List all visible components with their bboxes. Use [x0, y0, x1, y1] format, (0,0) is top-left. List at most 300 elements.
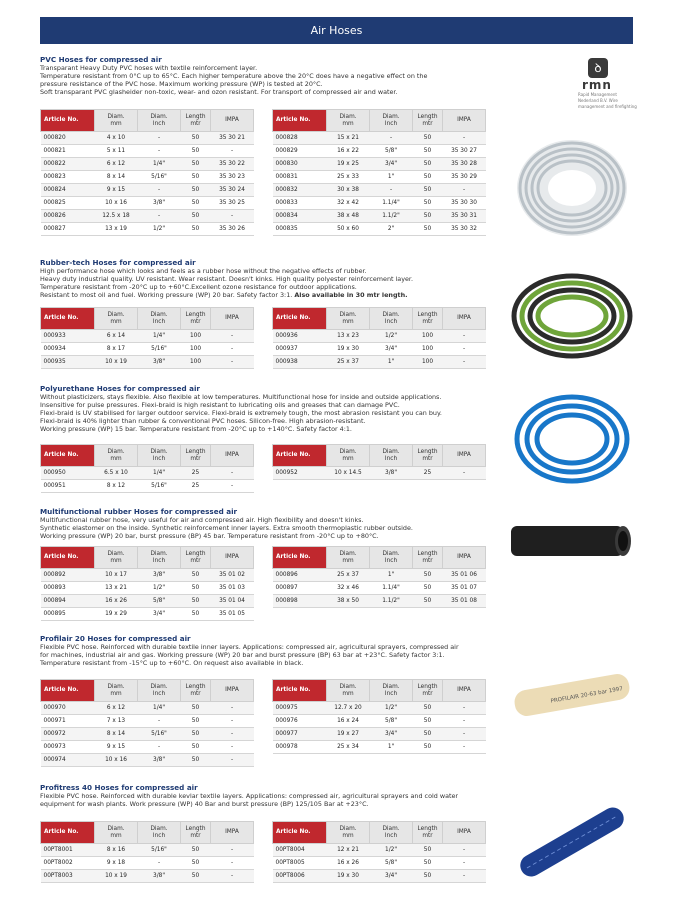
cell-length: 50	[181, 608, 211, 621]
table-row	[273, 145, 486, 158]
table-header-row	[41, 110, 254, 132]
column-header-article: Article No.	[273, 822, 327, 844]
cell-article: 000978	[273, 741, 327, 754]
cell-length: 50	[413, 870, 443, 883]
cell-diam-inch: 1.1/2"	[370, 595, 413, 608]
section-title: Polyurethane Hoses for compressed air	[40, 384, 200, 393]
section-title: PVC Hoses for compressed air	[40, 55, 162, 64]
table-row	[41, 467, 254, 480]
cell-length: 50	[181, 582, 211, 595]
cell-diam-mm: 13 x 23	[327, 330, 370, 343]
cell-article: 000833	[273, 197, 327, 210]
cell-article: 000970	[41, 702, 95, 715]
table-row	[273, 728, 486, 741]
cell-diam-mm: 10 x 16	[95, 754, 138, 767]
cell-diam-inch: 1/4"	[138, 158, 181, 171]
cell-impa: 35 30 21	[211, 132, 254, 145]
cell-impa: 35 30 29	[443, 171, 486, 184]
cell-article: 000897	[273, 582, 327, 595]
cell-diam-inch: -	[138, 715, 181, 728]
cell-impa: 35 01 02	[211, 569, 254, 582]
table-row	[41, 715, 254, 728]
pvc-hose-coil-image	[512, 132, 632, 244]
cell-diam-inch: -	[138, 145, 181, 158]
cell-impa: -	[443, 870, 486, 883]
cell-length: 100	[181, 330, 211, 343]
column-header-diam-inch: Diam. Inch	[370, 445, 413, 467]
column-header-length: Length mtr	[413, 308, 443, 330]
cell-impa: -	[443, 343, 486, 356]
table-header-row	[41, 822, 254, 844]
cell-article: 000892	[41, 569, 95, 582]
cell-length: 100	[413, 356, 443, 369]
cell-length: 50	[413, 857, 443, 870]
table-row	[273, 223, 486, 236]
cell-diam-inch: 1/2"	[138, 582, 181, 595]
cell-length: 100	[413, 330, 443, 343]
cell-length: 25	[181, 467, 211, 480]
cell-diam-inch: 1"	[370, 356, 413, 369]
cell-diam-mm: 19 x 29	[95, 608, 138, 621]
cell-article: 000977	[273, 728, 327, 741]
cell-diam-inch: 1.1/2"	[370, 210, 413, 223]
cell-length: 50	[181, 870, 211, 883]
cell-diam-mm: 6 x 14	[95, 330, 138, 343]
cell-diam-mm: 16 x 26	[327, 857, 370, 870]
cell-article: 000830	[273, 158, 327, 171]
table-row	[41, 158, 254, 171]
logo-mark-icon: ꝺ	[588, 58, 608, 78]
cell-length: 50	[413, 702, 443, 715]
cell-length: 50	[181, 728, 211, 741]
cell-diam-inch: 5/8"	[370, 715, 413, 728]
cell-article: 000975	[273, 702, 327, 715]
cell-diam-mm: 10 x 19	[95, 870, 138, 883]
cell-length: 50	[413, 171, 443, 184]
cell-length: 50	[181, 158, 211, 171]
cell-diam-mm: 5 x 11	[95, 145, 138, 158]
section-note: Also available in 30 mtr length.	[294, 291, 408, 299]
section-description: High performance hose which looks and feels as a rubber hose without the negative effects of rubber. Heavy duty industrial quality. UV resistant. Wear resistant. Doesn't kinks. High quality polyester reinforcement layer. Temperature resistant from -20°C up to +60°C.Excellent ozone resistance for outdoor applications. Resistant to most oil and fuel. Working pressure (WP) 20 bar. Safety factor 3:1. Also available in 30 mtr length.	[40, 267, 414, 299]
column-header-article: Article No.	[273, 308, 327, 330]
table-row	[41, 132, 254, 145]
polyurethane-hose-coil-image	[512, 392, 632, 487]
cell-article: 000938	[273, 356, 327, 369]
cell-diam-inch: -	[138, 132, 181, 145]
column-header-article: Article No.	[41, 547, 95, 569]
cell-diam-inch: 3/8"	[138, 754, 181, 767]
cell-length: 50	[181, 844, 211, 857]
column-header-length: Length mtr	[181, 547, 211, 569]
cell-impa: -	[443, 844, 486, 857]
cell-diam-inch: 3/8"	[138, 197, 181, 210]
section-title: Multifunctional rubber Hoses for compressed air	[40, 507, 238, 516]
cell-article: 00PT8005	[273, 857, 327, 870]
cell-diam-inch: 3/4"	[370, 870, 413, 883]
cell-article: 000971	[41, 715, 95, 728]
cell-impa: -	[211, 330, 254, 343]
cell-diam-mm: 19 x 27	[327, 728, 370, 741]
cell-length: 50	[181, 741, 211, 754]
cell-diam-inch: 1/2"	[370, 844, 413, 857]
column-header-diam-mm: Diam. mm	[327, 680, 370, 702]
cell-diam-inch: 3/4"	[370, 343, 413, 356]
cell-article: 000951	[41, 480, 95, 493]
cell-impa: -	[443, 132, 486, 145]
section-rubber-tech	[40, 258, 510, 299]
table-row	[41, 210, 254, 223]
table-row	[41, 145, 254, 158]
cell-article: 000832	[273, 184, 327, 197]
cell-article: 000820	[41, 132, 95, 145]
cell-impa: 35 30 30	[443, 197, 486, 210]
table-header-row	[41, 308, 254, 330]
spec-table-left	[40, 821, 254, 883]
table-header-row	[273, 110, 486, 132]
column-header-diam-mm: Diam. mm	[327, 547, 370, 569]
cell-diam-inch: -	[138, 210, 181, 223]
column-header-length: Length mtr	[413, 822, 443, 844]
cell-diam-mm: 16 x 22	[327, 145, 370, 158]
cell-article: 000898	[273, 595, 327, 608]
cell-diam-inch: 3/8"	[138, 356, 181, 369]
cell-diam-inch: 3/8"	[138, 569, 181, 582]
cell-diam-inch: -	[138, 741, 181, 754]
cell-length: 50	[413, 223, 443, 236]
column-header-length: Length mtr	[413, 445, 443, 467]
table-row	[273, 702, 486, 715]
section-profilair	[40, 634, 510, 667]
cell-length: 50	[413, 582, 443, 595]
cell-impa: -	[211, 356, 254, 369]
logo-subtitle: Rapid Management Nederland B.V. Wire management and firefighting	[578, 92, 637, 109]
spec-table-left	[40, 307, 254, 369]
cell-impa: -	[211, 870, 254, 883]
cell-diam-inch: 3/4"	[370, 158, 413, 171]
column-header-diam-inch: Diam. Inch	[138, 110, 181, 132]
cell-impa: -	[443, 728, 486, 741]
hose-print-text: PROFILAIR 20-63 bar 1997	[550, 686, 624, 705]
cell-diam-mm: 13 x 19	[95, 223, 138, 236]
cell-impa: -	[211, 728, 254, 741]
column-header-diam-mm: Diam. mm	[95, 308, 138, 330]
cell-article: 000834	[273, 210, 327, 223]
cell-length: 50	[181, 595, 211, 608]
section-description: Multifunctional rubber hose, very useful for air and compressed air. High flexibility and doesn't kinks. Synthetic elastomer on the inside. Synthetic reinforcement inner layers. Extra smooth thermoplastic rubber outside. Working pressure (WP) 20 bar, burst pressure (BP) 45 bar. Temperature resistant from -20°C up to +80°C.	[40, 516, 413, 540]
cell-diam-mm: 9 x 18	[95, 857, 138, 870]
cell-length: 50	[181, 754, 211, 767]
company-logo	[578, 58, 638, 108]
table-header-row	[273, 445, 486, 467]
column-header-diam-inch: Diam. Inch	[370, 680, 413, 702]
cell-impa: 35 30 32	[443, 223, 486, 236]
cell-diam-inch: 1.1/4"	[370, 582, 413, 595]
cell-diam-inch: 1"	[370, 171, 413, 184]
cell-article: 000936	[273, 330, 327, 343]
multifunctional-hose-image	[505, 518, 633, 564]
table-row	[273, 844, 486, 857]
cell-diam-mm: 8 x 17	[95, 343, 138, 356]
cell-diam-inch: 5/16"	[138, 480, 181, 493]
table-row	[273, 467, 486, 480]
cell-length: 50	[181, 569, 211, 582]
cell-length: 50	[413, 741, 443, 754]
cell-diam-mm: 8 x 12	[95, 480, 138, 493]
table-header-row	[41, 445, 254, 467]
table-row	[41, 480, 254, 493]
cell-length: 100	[181, 356, 211, 369]
cell-length: 100	[181, 343, 211, 356]
cell-diam-inch: 1.1/4"	[370, 197, 413, 210]
cell-diam-inch: -	[138, 857, 181, 870]
column-header-diam-mm: Diam. mm	[95, 680, 138, 702]
cell-diam-mm: 25 x 33	[327, 171, 370, 184]
table-header-row	[273, 822, 486, 844]
column-header-article: Article No.	[41, 680, 95, 702]
cell-diam-mm: 30 x 38	[327, 184, 370, 197]
cell-diam-mm: 50 x 60	[327, 223, 370, 236]
cell-article: 000829	[273, 145, 327, 158]
table-header-row	[273, 680, 486, 702]
cell-length: 100	[413, 343, 443, 356]
cell-impa: -	[211, 480, 254, 493]
cell-article: 000973	[41, 741, 95, 754]
cell-diam-mm: 25 x 37	[327, 356, 370, 369]
column-header-length: Length mtr	[413, 110, 443, 132]
column-header-diam-mm: Diam. mm	[327, 308, 370, 330]
column-header-impa: IMPA	[211, 110, 254, 132]
table-row	[41, 870, 254, 883]
column-header-diam-inch: Diam. Inch	[138, 445, 181, 467]
table-row	[41, 197, 254, 210]
cell-article: 000828	[273, 132, 327, 145]
cell-impa: 35 01 05	[211, 608, 254, 621]
section-description: Transparant Heavy Duty PVC hoses with textile reinforcement layer. Temperature resistant from 0°C up to 65°C. Each higher temperature above the 20°C does have a negative effect on the pressure resistance of the PVC hose. Maximum working pressure (WP) is tested at 20°C. Soft transparant PVC glasheider non-toxic, wear- and ozon resistant. For transport of compressed air and water.	[40, 64, 428, 96]
cell-article: 000822	[41, 158, 95, 171]
section-polyurethane	[40, 384, 510, 433]
cell-diam-mm: 32 x 46	[327, 582, 370, 595]
cell-impa: -	[211, 715, 254, 728]
cell-impa: 35 30 31	[443, 210, 486, 223]
cell-article: 000974	[41, 754, 95, 767]
spec-table-right	[272, 679, 486, 754]
spec-table-right	[272, 444, 486, 480]
cell-impa: -	[443, 330, 486, 343]
column-header-diam-mm: Diam. mm	[95, 110, 138, 132]
cell-article: 00PT8004	[273, 844, 327, 857]
column-header-length: Length mtr	[413, 680, 443, 702]
cell-article: 000835	[273, 223, 327, 236]
cell-diam-inch: 5/16"	[138, 728, 181, 741]
column-header-diam-inch: Diam. Inch	[370, 822, 413, 844]
cell-article: 00PT8003	[41, 870, 95, 883]
column-header-diam-inch: Diam. Inch	[138, 680, 181, 702]
cell-article: 000894	[41, 595, 95, 608]
page-title: Air Hoses	[40, 17, 633, 44]
table-row	[273, 741, 486, 754]
cell-impa: 35 30 25	[211, 197, 254, 210]
spec-table-left	[40, 444, 254, 493]
table-row	[273, 171, 486, 184]
cell-diam-mm: 8 x 14	[95, 171, 138, 184]
cell-impa: 35 01 04	[211, 595, 254, 608]
section-description: Flexible PVC hose. Reinforced with durable kevlar textile layers. Applications: compressed air, agricultural sprayers and cold water equipment for wash plants. Work pressure (WP) 40 Bar and burst pressure (BP) 125/105 Bar at +23°C.	[40, 792, 459, 808]
cell-diam-mm: 10 x 16	[95, 197, 138, 210]
table-row	[41, 356, 254, 369]
table-row	[273, 210, 486, 223]
table-row	[273, 343, 486, 356]
spec-table-right	[272, 109, 486, 236]
cell-article: 000896	[273, 569, 327, 582]
cell-impa: 35 30 23	[211, 171, 254, 184]
column-header-diam-mm: Diam. mm	[327, 822, 370, 844]
cell-diam-mm: 16 x 26	[95, 595, 138, 608]
cell-diam-mm: 9 x 15	[95, 184, 138, 197]
column-header-diam-mm: Diam. mm	[95, 547, 138, 569]
cell-article: 000950	[41, 467, 95, 480]
cell-impa: -	[443, 857, 486, 870]
spec-table-left	[40, 679, 254, 767]
table-row	[41, 569, 254, 582]
cell-impa: -	[211, 702, 254, 715]
cell-diam-mm: 38 x 48	[327, 210, 370, 223]
column-header-diam-mm: Diam. mm	[95, 445, 138, 467]
cell-diam-inch: 5/16"	[138, 171, 181, 184]
cell-diam-inch: -	[370, 184, 413, 197]
cell-diam-mm: 7 x 13	[95, 715, 138, 728]
cell-impa: -	[443, 356, 486, 369]
cell-impa: -	[211, 467, 254, 480]
cell-impa: -	[443, 715, 486, 728]
table-header-row	[273, 547, 486, 569]
cell-length: 25	[181, 480, 211, 493]
section-pvc	[40, 55, 510, 96]
cell-diam-inch: 5/16"	[138, 844, 181, 857]
cell-diam-mm: 15 x 21	[327, 132, 370, 145]
cell-article: 000934	[41, 343, 95, 356]
cell-diam-mm: 19 x 25	[327, 158, 370, 171]
cell-length: 50	[181, 184, 211, 197]
cell-diam-inch: 1/2"	[138, 223, 181, 236]
section-description: Without plasticizers, stays flexible. Also flexible at low temperatures. Multifunctional hose for inside and outside applications. Insensitive for pulse pressures. Flexi-braid is high resistant to lubricating oils and greases that can damage PVC. Flexi-braid is UV stabilised for larger outdoor service. Flexi-braid is extremely tough, the most abrasion resistant you can buy. Flexi-braid is 40% lighter than rubber & conventional PVC hoses. Silicon-free. High abrasion-resistant. Working pressure (WP) 15 bar. Temperature resistant from -20°C up to +140°C. Safety factor 4:1.	[40, 393, 442, 433]
cell-diam-mm: 10 x 19	[95, 356, 138, 369]
column-header-diam-mm: Diam. mm	[327, 110, 370, 132]
table-row	[273, 715, 486, 728]
cell-article: 000937	[273, 343, 327, 356]
column-header-impa: IMPA	[443, 680, 486, 702]
cell-length: 50	[413, 132, 443, 145]
table-row	[41, 330, 254, 343]
table-header-row	[41, 680, 254, 702]
cell-article: 000933	[41, 330, 95, 343]
table-row	[273, 330, 486, 343]
cell-diam-inch: 1/4"	[138, 330, 181, 343]
cell-length: 50	[413, 158, 443, 171]
table-row	[41, 184, 254, 197]
table-row	[41, 702, 254, 715]
cell-impa: -	[443, 741, 486, 754]
column-header-article: Article No.	[41, 822, 95, 844]
column-header-diam-inch: Diam. Inch	[370, 110, 413, 132]
cell-article: 00PT8001	[41, 844, 95, 857]
cell-length: 50	[413, 569, 443, 582]
cell-diam-mm: 6 x 12	[95, 158, 138, 171]
cell-article: 00PT8006	[273, 870, 327, 883]
cell-diam-inch: 1/4"	[138, 467, 181, 480]
column-header-diam-mm: Diam. mm	[95, 822, 138, 844]
cell-length: 50	[181, 210, 211, 223]
cell-length: 50	[413, 715, 443, 728]
spec-table-right	[272, 307, 486, 369]
cell-diam-mm: 32 x 42	[327, 197, 370, 210]
column-header-article: Article No.	[41, 445, 95, 467]
column-header-diam-inch: Diam. Inch	[138, 547, 181, 569]
column-header-length: Length mtr	[181, 445, 211, 467]
cell-length: 50	[413, 844, 443, 857]
cell-impa: -	[211, 343, 254, 356]
cell-article: 000893	[41, 582, 95, 595]
cell-diam-inch: 3/4"	[370, 728, 413, 741]
cell-diam-mm: 25 x 34	[327, 741, 370, 754]
cell-impa: 35 01 03	[211, 582, 254, 595]
cell-diam-mm: 12.7 x 20	[327, 702, 370, 715]
table-row	[273, 356, 486, 369]
table-row	[41, 582, 254, 595]
column-header-impa: IMPA	[211, 308, 254, 330]
cell-diam-inch: 5/8"	[370, 857, 413, 870]
cell-impa: 35 30 28	[443, 158, 486, 171]
cell-diam-mm: 13 x 21	[95, 582, 138, 595]
section-multifunctional	[40, 507, 510, 540]
column-header-impa: IMPA	[211, 680, 254, 702]
cell-length: 50	[413, 595, 443, 608]
column-header-impa: IMPA	[211, 547, 254, 569]
table-row	[41, 223, 254, 236]
cell-article: 000895	[41, 608, 95, 621]
column-header-length: Length mtr	[181, 822, 211, 844]
column-header-diam-mm: Diam. mm	[327, 445, 370, 467]
cell-diam-inch: 5/8"	[370, 145, 413, 158]
rubber-tech-hose-coil-image	[510, 270, 635, 362]
column-header-impa: IMPA	[443, 547, 486, 569]
table-row	[273, 582, 486, 595]
cell-diam-inch: 1/4"	[138, 702, 181, 715]
cell-diam-inch: 1/2"	[370, 702, 413, 715]
cell-article: 000821	[41, 145, 95, 158]
table-row	[41, 754, 254, 767]
cell-impa: 35 01 06	[443, 569, 486, 582]
cell-diam-mm: 8 x 16	[95, 844, 138, 857]
table-row	[273, 197, 486, 210]
cell-length: 50	[413, 184, 443, 197]
section-profitress	[40, 783, 510, 808]
cell-impa: -	[211, 754, 254, 767]
cell-diam-mm: 6 x 12	[95, 702, 138, 715]
column-header-impa: IMPA	[211, 822, 254, 844]
cell-diam-inch: 1/2"	[370, 330, 413, 343]
table-row	[273, 132, 486, 145]
column-header-article: Article No.	[273, 110, 327, 132]
column-header-article: Article No.	[41, 110, 95, 132]
table-row	[273, 158, 486, 171]
spec-table-left	[40, 109, 254, 236]
cell-impa: 35 01 08	[443, 595, 486, 608]
section-title: Profilair 20 Hoses for compressed air	[40, 634, 191, 643]
cell-length: 50	[181, 702, 211, 715]
cell-impa: -	[211, 741, 254, 754]
cell-diam-inch: 1"	[370, 569, 413, 582]
cell-diam-mm: 9 x 15	[95, 741, 138, 754]
